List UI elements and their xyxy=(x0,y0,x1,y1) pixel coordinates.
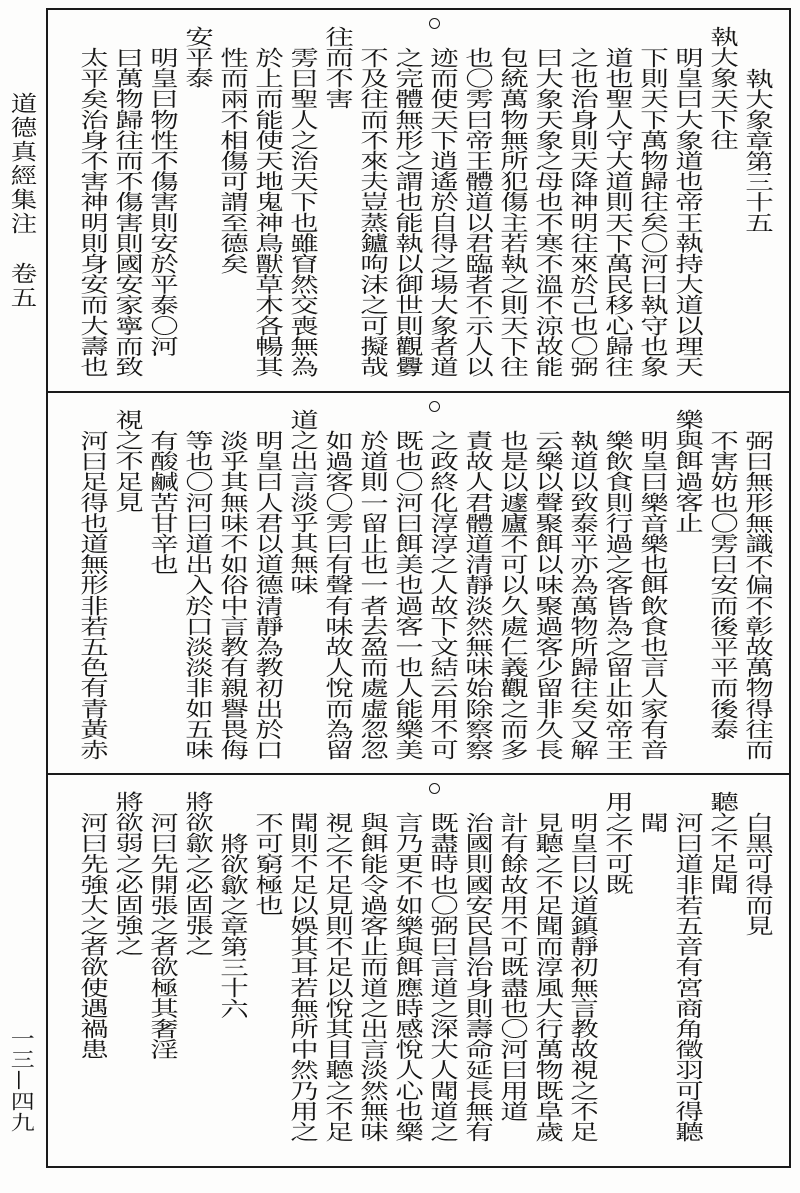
commentary-line: 道也聖人守大道則天下萬民移心歸往 xyxy=(601,47,635,377)
commentary-line: 弼曰無形無識不偏不彰故萬物得往而 xyxy=(741,430,775,760)
commentary-line: 樂飲食則行過之客皆為之留止如帝王 xyxy=(601,430,635,760)
commentary-line: 言乃更不如樂與餌應時感悅人心也樂 xyxy=(391,812,425,1142)
text-column xyxy=(670,775,705,1166)
commentary-line: 視之不足見則不足以悅其目聽之不足 xyxy=(321,812,355,1142)
commentary-line: 性而兩不相傷可謂至德矣 xyxy=(216,47,250,274)
column-group xyxy=(75,775,775,1166)
commentary-line: 也〇雱曰帝王體道以君臨者不示人以 xyxy=(461,47,495,377)
scripture-line: 道之出言淡乎其無味 xyxy=(286,409,320,595)
commentary-line: 白黑可得而見 xyxy=(741,812,775,936)
chapter-heading: 執大象章第三十五 xyxy=(741,68,775,233)
text-column xyxy=(75,393,110,773)
section-circle-mark xyxy=(429,18,440,29)
panel-bottom xyxy=(48,773,789,1166)
scripture-line: 往而不害 xyxy=(321,26,355,109)
commentary-line: 與餌能令過客止而道之出言淡然無味 xyxy=(356,812,390,1142)
scripture-line: 聽之不足聞 xyxy=(706,791,740,895)
panel-middle xyxy=(48,391,789,773)
commentary-line: 明皇曰樂音樂也餌飲食也言人家有音 xyxy=(636,430,670,760)
commentary-line: 見聽之不足聞而淳風大行萬物既阜歲 xyxy=(531,812,565,1142)
commentary-line: 雱曰聖人之治天下也雖窅然交喪無為 xyxy=(286,47,320,377)
commentary-line: 包統萬物無所犯傷主若執之則天下往 xyxy=(496,47,530,377)
commentary-line: 既也〇河曰餌美也過客一也人能樂美 xyxy=(391,430,425,760)
commentary-line: 曰大象天象之母也不寒不溫不涼故能 xyxy=(531,47,565,377)
commentary-line: 執道以致泰平亦為萬物所歸往矣又解 xyxy=(566,430,600,760)
commentary-line: 不可窮極也 xyxy=(251,812,285,916)
commentary-line: 之政終化淳淳之人故下文結云用不可 xyxy=(426,430,460,760)
column-group xyxy=(75,393,775,773)
volume-label: 卷五 xyxy=(6,262,37,310)
scripture-line: 將欲歙之必固張之 xyxy=(181,791,215,956)
commentary-line: 如過客〇雱曰有聲有味故人悅而為留 xyxy=(321,430,355,760)
scripture-line: 執大象天下往 xyxy=(706,26,740,150)
commentary-line: 河曰足得也道無形非若五色有青黃赤 xyxy=(76,430,110,760)
scripture-line: 安平泰 xyxy=(181,26,215,88)
scripture-line: 樂與餌過客止 xyxy=(671,409,705,533)
scripture-line: 將欲弱之必固強之 xyxy=(111,791,145,956)
commentary-line: 明皇曰大象道也帝王執持大道以理天 xyxy=(671,47,705,377)
commentary-line: 不及往而不來夫豈蒸鑪呴沫之可擬哉 xyxy=(356,47,390,377)
commentary-line: 等也〇河曰道出入於口淡淡非如五味 xyxy=(181,430,215,760)
commentary-line: 明皇曰以道鎮靜初無言教故視之不足 xyxy=(566,812,600,1142)
commentary-line: 於上而能使天地鬼神鳥獸草木各暢其 xyxy=(251,47,285,377)
chapter-heading: 將欲歙之章第三十六 xyxy=(216,833,250,1019)
commentary-line: 河曰道非若五音有宮商角徵羽可得聽 xyxy=(671,812,705,1142)
commentary-line: 聞則不足以娛其耳若無所中然乃用之 xyxy=(286,812,320,1142)
page-frame xyxy=(46,8,791,1168)
commentary-line: 曰萬物歸往而不傷害則國安家寧而致 xyxy=(111,47,145,377)
commentary-line: 云樂以聲聚餌以味聚過客少留非久長 xyxy=(531,430,565,760)
section-circle-mark xyxy=(429,401,440,412)
panel-top xyxy=(48,10,789,391)
commentary-line: 治國則國安民昌治身則壽命延長無有 xyxy=(461,812,495,1142)
commentary-line: 下則天下萬物歸往矣〇河曰執守也象 xyxy=(636,47,670,377)
commentary-line: 不害妨也〇雱曰安而後平平而後泰 xyxy=(706,430,740,740)
commentary-line: 於道則一留止也一者去盈而處虛忽忽 xyxy=(356,430,390,760)
page-number: 一三—四九 xyxy=(6,1028,36,1133)
commentary-line: 既盡時也〇弼曰言道之深大人聞道之 xyxy=(426,812,460,1142)
commentary-line: 聞 xyxy=(636,812,670,833)
commentary-line: 之完體無形之謂也能執以御世則觀釁 xyxy=(391,47,425,377)
commentary-line: 淡乎其無味不如俗中言教有親譽畏侮 xyxy=(216,430,250,760)
text-column xyxy=(75,775,110,1166)
commentary-line: 責故人君體道清靜淡然無味始除察察 xyxy=(461,430,495,760)
scripture-line: 用之不可既 xyxy=(601,791,635,895)
commentary-line: 迹而使天下逍遙於自得之場大象者道 xyxy=(426,47,460,377)
commentary-line: 計有餘故用不可既盡也〇河曰用道 xyxy=(496,812,530,1122)
column-group xyxy=(75,10,775,391)
commentary-line: 河曰先開張之者欲極其奢淫 xyxy=(146,812,180,1060)
commentary-line: 太平矣治身不害神明則身安而大壽也 xyxy=(76,47,110,377)
commentary-line: 有酸鹹苦甘辛也 xyxy=(146,430,180,575)
scripture-line: 視之不足見 xyxy=(111,409,145,513)
book-title: 道德真經集注 xyxy=(6,92,37,236)
commentary-line: 明皇曰人君以道德清靜為教初出於口 xyxy=(251,430,285,760)
section-circle-mark xyxy=(429,783,440,794)
text-column xyxy=(75,10,110,391)
commentary-line: 之也治身則天降神明往來於己也〇弼 xyxy=(566,47,600,377)
commentary-line: 明皇曰物性不傷害則安於平泰〇河 xyxy=(146,47,180,357)
commentary-line: 河曰先強大之者欲使遇禍患 xyxy=(76,812,110,1060)
commentary-line: 也是以遽廬不可以久處仁義觀之而多 xyxy=(496,430,530,760)
